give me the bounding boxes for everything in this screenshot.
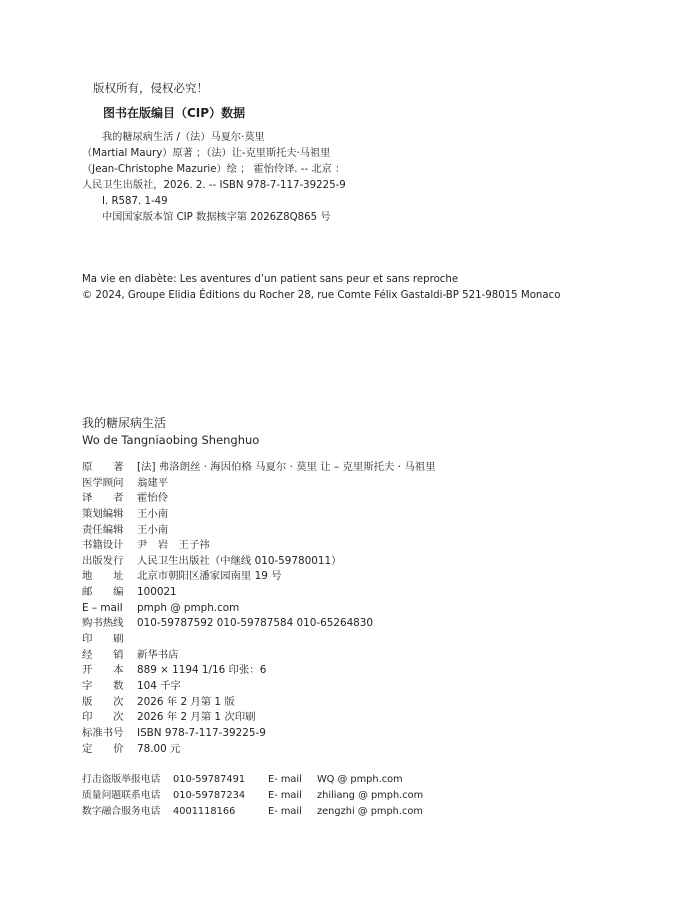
contact-phone: 010-59787234: [173, 790, 246, 801]
detail-label: 开 本: [82, 664, 124, 677]
detail-row: [82, 742, 436, 758]
detail-value: 2026 年 2 月第 1 版: [137, 695, 235, 708]
detail-label: 字 数: [82, 679, 124, 692]
contact-email-label: E- mail: [268, 806, 302, 817]
contact-phone: 4001118166: [173, 806, 236, 817]
detail-value: ISBN 978-7-117-39225-9: [137, 726, 266, 739]
detail-label: 出版发行: [82, 554, 124, 567]
original-copyright: © 2024, Groupe Elidia Éditions du Rocher 28, rue Comte Félix Gastaldi-BP 521-98015 Monaco: [82, 290, 561, 301]
detail-label: 译 者: [82, 492, 124, 505]
detail-row: [82, 460, 436, 476]
detail-value: 104 千字: [137, 679, 181, 692]
detail-label: 印 刷: [82, 633, 124, 646]
rights-notice: 版权所有，侵权必究！: [93, 81, 208, 95]
detail-value: 新华书店: [137, 648, 179, 661]
detail-row: [82, 616, 436, 632]
detail-label: 地 址: [82, 570, 124, 583]
detail-label: 定 价: [82, 742, 124, 755]
detail-value: 尹 岩 王子祎: [137, 539, 210, 552]
detail-value: 北京市朝阳区潘家园南里 19 号: [137, 570, 282, 583]
contact-row: [82, 772, 423, 788]
detail-value: 翁建平: [137, 476, 169, 489]
detail-value: 010-59787592 010-59787584 010-65264830: [137, 617, 374, 630]
detail-row: [82, 663, 436, 679]
detail-label: 策划编辑: [82, 507, 124, 520]
contact-row: [82, 804, 423, 820]
detail-value: 人民卫生出版社（中继线 010-59780011）: [137, 554, 342, 567]
cip-line: 人民卫生出版社，2026. 2. -- ISBN 978-7-117-39225-9: [82, 180, 346, 191]
detail-row: [82, 476, 436, 492]
detail-label: 书籍设计: [82, 539, 124, 552]
cip-block: [82, 130, 346, 226]
contact-label: 质量问题联系电话: [82, 790, 161, 801]
detail-row: [82, 632, 436, 648]
detail-value: 2026 年 2 月第 1 次印刷: [137, 711, 256, 724]
detail-label: 标准书号: [82, 726, 124, 739]
detail-label: 购书热线: [82, 617, 124, 630]
detail-row: [82, 569, 436, 585]
detail-row: [82, 648, 436, 664]
contact-label: 数字融合服务电话: [82, 806, 161, 817]
contact-block: [82, 772, 423, 820]
detail-row: [82, 710, 436, 726]
detail-label: 印 次: [82, 711, 124, 724]
detail-value: pmph @ pmph.com: [137, 601, 240, 614]
detail-value: [法] 弗洛朗丝 · 海因伯格 马夏尔 · 莫里 让 – 克里斯托夫 · 马祖里: [137, 461, 436, 473]
cip-line: （Martial Maury）原著 ；（法）让-克里斯托夫·马祖里: [82, 148, 331, 159]
original-title: Ma vie en diabète: Les aventures d’un patient sans peur et sans reproche: [82, 274, 459, 285]
detail-label: 经 销: [82, 648, 124, 661]
detail-value: 78.00 元: [137, 742, 181, 755]
detail-value: 霍怡伶: [137, 492, 169, 505]
detail-value: 王小南: [137, 507, 169, 520]
detail-row: [82, 507, 436, 523]
detail-label: E – mail: [82, 601, 123, 614]
detail-row: [82, 523, 436, 539]
detail-value: 889 × 1194 1/16 印张：6: [137, 664, 267, 677]
detail-label: 责任编辑: [82, 523, 124, 536]
contact-email-label: E- mail: [268, 774, 302, 785]
detail-row: [82, 491, 436, 507]
cip-line: 中国国家版本馆 CIP 数据核字第 2026Z8Q865 号: [102, 212, 331, 223]
detail-label: 邮 编: [82, 586, 124, 599]
publication-details: [82, 460, 436, 757]
contact-email: zengzhi @ pmph.com: [317, 806, 423, 817]
contact-email: WQ @ pmph.com: [317, 774, 403, 785]
detail-label: 医学顾问: [82, 476, 124, 489]
contact-email-label: E- mail: [268, 790, 302, 801]
cip-heading: 图书在版编目（CIP）数据: [103, 106, 246, 120]
contact-label: 打击盗版举报电话: [82, 774, 161, 785]
contact-row: [82, 788, 423, 804]
contact-email: zhiliang @ pmph.com: [317, 790, 424, 801]
detail-value: 王小南: [137, 523, 169, 536]
detail-row: [82, 554, 436, 570]
detail-label: 版 次: [82, 695, 124, 708]
detail-row: [82, 695, 436, 711]
detail-row: [82, 726, 436, 742]
book-pinyin: Wo de Tangniaobing Shenghuo: [82, 433, 260, 447]
detail-label: 原 著: [82, 461, 124, 473]
original-edition: [82, 272, 560, 304]
cip-line: Ⅰ. R587. 1-49: [102, 196, 168, 207]
cip-line: （Jean-Christophe Mazurie）绘 ； 霍怡伶译. -- 北京 ：: [82, 164, 346, 175]
contact-phone: 010-59787491: [173, 774, 246, 785]
detail-value: 100021: [137, 586, 177, 599]
cip-line: 我的糖尿病生活 /（法）马夏尔·莫里: [102, 132, 265, 143]
detail-row: [82, 601, 436, 617]
book-title: 我的糖尿病生活: [82, 416, 167, 430]
detail-row: [82, 585, 436, 601]
detail-row: [82, 538, 436, 554]
detail-row: [82, 679, 436, 695]
